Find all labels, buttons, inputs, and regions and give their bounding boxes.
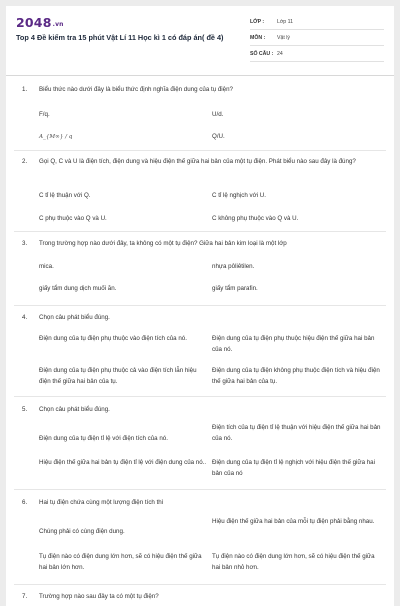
question-text: Trường hợp nào sau đây ta có một tụ điện? — [39, 593, 159, 600]
option-c[interactable]: Hiệu điện thế giữa hai bản tụ điện tỉ lệ với điện dung của nó.. — [39, 459, 207, 466]
option-c[interactable]: giấy tẩm dung dịch muối ăn. — [39, 285, 117, 292]
question-divider — [14, 489, 386, 490]
document-title: Top 4 Đề kiểm tra 15 phút Vật Lí 11 Học kì 1 có đáp án( đề 4) — [16, 33, 224, 42]
option-c[interactable]: Tụ điện nào có điện dung lớn hơn, sẽ có hiệu điện thế giữa hai bản lớn hơn. — [39, 553, 202, 571]
question-number: 1. — [22, 86, 28, 93]
question-number: 4. — [22, 314, 28, 321]
question-divider — [14, 150, 386, 151]
question-divider — [14, 396, 386, 397]
meta-row-subject — [250, 30, 384, 46]
option-b[interactable]: U/d. — [212, 111, 224, 118]
question-number: 6. — [22, 499, 28, 506]
question-text: Chọn câu phát biểu đúng. — [39, 406, 110, 413]
meta-label: LỚP : — [250, 18, 265, 25]
option-c[interactable]: C phụ thuộc vào Q và U. — [39, 215, 107, 222]
document-page — [6, 6, 394, 606]
page-header — [6, 6, 394, 76]
option-a[interactable]: Chúng phải có cùng điện dung. — [39, 528, 125, 535]
question-number: 3. — [22, 240, 28, 247]
option-a[interactable]: Điện dung của tụ điện tỉ lệ với điện tích của nó. — [39, 435, 168, 442]
logo-suffix: .vn — [52, 21, 64, 28]
option-c[interactable]: Điện dung của tụ điện phụ thuộc cả vào điện tích lẫn hiệu điện thế giữa hai bản của tụ. — [39, 367, 197, 385]
option-d[interactable]: giấy tẩm parafin. — [212, 285, 258, 292]
meta-row-count — [250, 46, 384, 62]
site-logo[interactable]: 2048.vn — [16, 15, 64, 30]
question-text: Hai tụ điện chứa cùng một lượng điện tích thì — [39, 499, 164, 506]
meta-row-class — [250, 14, 384, 30]
option-b[interactable]: Điện tích của tụ điện tỉ lệ thuận với hiệu điện thế giữa hai bản của nó. — [212, 424, 381, 442]
option-c[interactable] — [39, 131, 207, 143]
question-text: Chọn câu phát biểu đúng. — [39, 314, 110, 321]
option-a[interactable]: F/q. — [39, 111, 50, 118]
option-b[interactable]: Điện dung của tụ điện phụ thuộc hiệu điện thế giữa hai bản của nó. — [212, 335, 375, 353]
question-number: 5. — [22, 406, 28, 413]
math-formula: A_{M∞} / q — [39, 134, 73, 140]
option-a[interactable]: Điện dung của tụ điện phụ thuộc vào điện tích của nó. — [39, 335, 187, 342]
option-d[interactable]: Q/U. — [212, 133, 225, 140]
document-meta — [250, 14, 384, 62]
option-a[interactable]: C tỉ lệ thuận với Q. — [39, 192, 91, 199]
meta-label: MÔN : — [250, 34, 266, 41]
question-number: 2. — [22, 158, 28, 165]
option-a[interactable]: mica. — [39, 263, 54, 270]
question-number: 7. — [22, 593, 28, 600]
question-divider — [14, 305, 386, 306]
meta-value-class: Lớp 11 — [277, 18, 293, 25]
option-b[interactable]: C tỉ lệ nghịch với U. — [212, 192, 266, 199]
question-text: Trong trường hợp nào dưới đây, ta không có một tụ điện? Giữa hai bản kim loại là một lớp — [39, 240, 287, 247]
question-divider — [14, 584, 386, 585]
meta-value-count: 24 — [277, 50, 283, 57]
question-divider — [14, 231, 386, 232]
option-d[interactable]: Điện dung của tụ điện không phụ thuộc điện tích và hiệu điện thế giữa hai bản của tụ. — [212, 367, 380, 385]
question-text: Gọi Q, C và U là điện tích, điện dung và hiệu điện thế giữa hai bản của một tụ điện. Phát biểu nào sau đây là đúng? — [39, 158, 356, 165]
question-text: Biểu thức nào dưới đây là biểu thức định nghĩa điện dung của tụ điện? — [39, 86, 233, 93]
option-d[interactable]: C không phụ thuộc vào Q và U. — [212, 215, 299, 222]
meta-value-subject: Vật lý — [277, 34, 290, 41]
option-b[interactable]: nhựa pôliêtilen. — [212, 263, 255, 270]
option-d[interactable]: Tụ điện nào có điện dung lớn hơn, sẽ có hiệu điện thế giữa hai bản nhỏ hơn. — [212, 553, 375, 571]
meta-label: SỐ CÂU : — [250, 50, 274, 57]
option-b[interactable]: Hiệu điện thế giữa hai bản của mỗi tụ điện phải bằng nhau. — [212, 518, 375, 525]
option-d[interactable]: Điện dung của tụ điện tỉ lệ nghịch với hiệu điện thế giữa hai bản của nó — [212, 459, 375, 477]
